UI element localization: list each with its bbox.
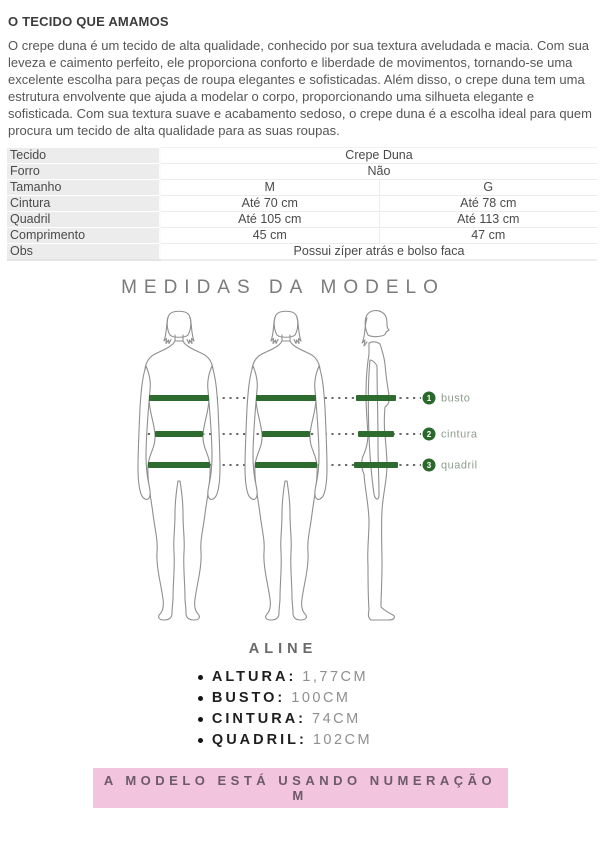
marker-label: busto (441, 392, 471, 405)
marker-number: 3 (426, 461, 432, 470)
spec-value-g: 47 cm (379, 228, 597, 244)
table-row-quadril (7, 212, 597, 228)
spec-value-m: Até 105 cm (160, 212, 379, 228)
stat-value: 1,77CM (302, 669, 369, 685)
stat-label: QUADRIL: (211, 732, 307, 748)
model-stats-list (198, 667, 402, 751)
spec-value: Possui zíper atrás e bolso faca (160, 244, 597, 261)
marker-number: 1 (426, 394, 432, 403)
table-row-tamanho (7, 180, 597, 196)
stat-value: 102CM (312, 732, 373, 748)
spec-value-m: 45 cm (160, 228, 379, 244)
model-measurements-diagram (93, 308, 533, 628)
bullet-icon (198, 717, 203, 722)
spec-label: Quadril (7, 212, 160, 228)
list-item (198, 688, 372, 709)
stat-label: ALTURA: (211, 669, 297, 685)
table-row-forro (7, 164, 597, 180)
table-row-obs (7, 244, 597, 261)
list-item (198, 667, 372, 688)
spec-value: Crepe Duna (160, 148, 597, 164)
stat-label: CINTURA: (211, 711, 306, 727)
marker-number: 2 (426, 430, 432, 439)
spec-label: Cintura (7, 196, 160, 212)
list-item (198, 709, 372, 730)
measurements-title: MEDIDAS DA MODELO (121, 277, 445, 298)
bullet-icon (198, 696, 203, 701)
spec-label: Obs (7, 244, 160, 261)
spec-value-g: Até 113 cm (379, 212, 597, 228)
fabric-section-title: O TECIDO QUE AMAMOS (8, 14, 169, 29)
spec-value-g: Até 78 cm (379, 196, 597, 212)
spec-label: Tecido (7, 148, 160, 164)
spec-value-m: M (160, 180, 379, 196)
product-details-section (0, 14, 600, 808)
table-row-comprimento (7, 228, 597, 244)
model-size-banner: A MODELO ESTÁ USANDO NUMERAÇÃO M (93, 768, 508, 808)
spec-value-m: Até 70 cm (160, 196, 379, 212)
table-row-cintura (7, 196, 597, 212)
list-item (198, 730, 372, 751)
stat-value: 74CM (312, 711, 361, 727)
spec-value: Não (160, 164, 597, 180)
marker-label: quadril (441, 459, 478, 472)
size-spec-table (7, 147, 597, 261)
spec-label: Forro (7, 164, 160, 180)
bullet-icon (198, 675, 203, 680)
model-name: ALINE (248, 641, 318, 657)
bullet-icon (198, 738, 203, 743)
marker-label: cintura (441, 428, 478, 441)
measure-marker-quadril (423, 459, 478, 472)
stat-label: BUSTO: (211, 690, 286, 706)
spec-label: Tamanho (7, 180, 160, 196)
measure-marker-cintura (423, 428, 478, 441)
spec-label: Comprimento (7, 228, 160, 244)
measure-marker-busto (423, 392, 471, 405)
fabric-description: O crepe duna é um tecido de alta qualidade, conhecido por sua textura aveludada e macia. Com sua leveza e caimento perfeito, ele proporciona conforto e liberdade de movimentos, tornando-se uma excelente escolha para peças de roupa elegantes e sofisticadas. Além disso, o crepe duna tem uma estrutura envolvente que ajuda a modelar o corpo, proporcionando uma silhueta elegante e sofisticada. Com sua textura suave e acabamento sedoso, o crepe duna é a escolha ideal para quem procura um tecido de alta qualidade para as suas roupas. (8, 38, 592, 138)
table-row-tecido (7, 148, 597, 164)
stat-value: 100CM (291, 690, 351, 706)
spec-value-g: G (379, 180, 597, 196)
